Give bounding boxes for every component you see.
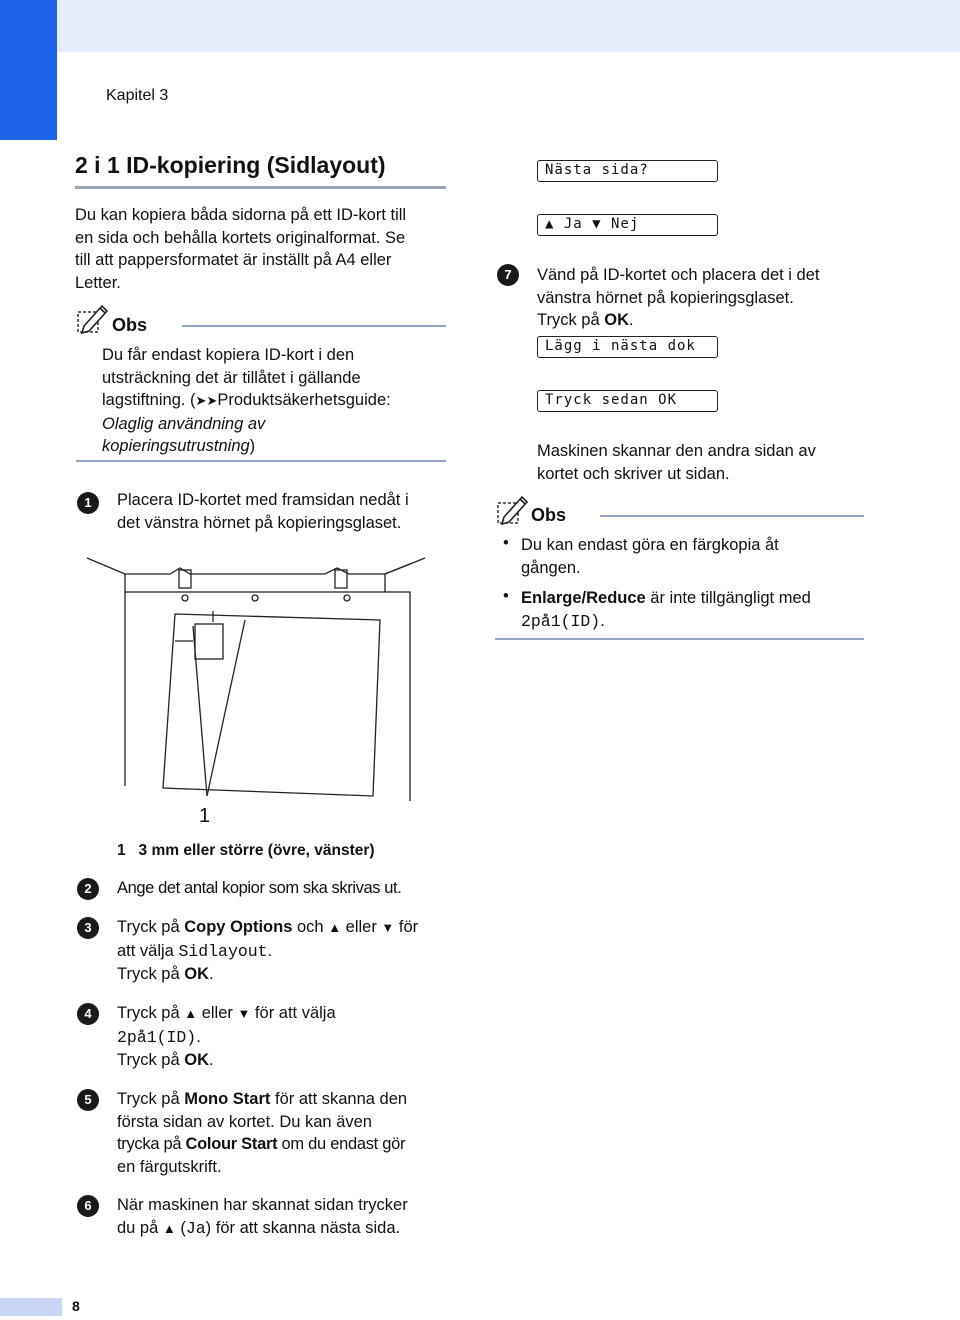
- step-number: 2: [77, 878, 99, 900]
- figure-callout: 1: [199, 805, 211, 827]
- bullet-line: Du kan endast göra en färgkopia åt: [521, 536, 779, 554]
- caption-text: 3 mm eller större (övre, vänster): [138, 842, 375, 859]
- footer-band: [0, 1298, 62, 1316]
- step-text: .: [267, 941, 273, 960]
- button-name: OK: [604, 311, 629, 329]
- step-text: .: [208, 1051, 214, 1069]
- note-line: [102, 435, 391, 458]
- figure-caption: [117, 842, 375, 860]
- intro-line: en sida och behålla kortets originalformat. Se: [75, 228, 406, 247]
- button-name: Copy Options: [184, 918, 293, 936]
- title-underline: [75, 186, 446, 189]
- intro-line: till att pappersformatet är inställt på A4 eller: [75, 251, 392, 269]
- setting-value: 2på1(ID): [117, 1027, 197, 1047]
- note-pencil-icon: [76, 302, 110, 339]
- step-number: 1: [77, 492, 99, 514]
- caption-number: 1: [117, 842, 126, 859]
- step-text: .: [196, 1027, 201, 1046]
- lcd-display: Lägg i nästa dok: [537, 336, 718, 358]
- step-text: för att skanna den: [270, 1090, 408, 1108]
- chapter-tab: [0, 0, 57, 140]
- setting-value: Sidlayout: [178, 941, 268, 961]
- chapter-label: Kapitel 3: [106, 87, 169, 104]
- scan-paragraph: [537, 440, 816, 485]
- step-line: Vänd på ID-kortet och placera det i det: [537, 266, 820, 284]
- lcd-display: Tryck sedan OK: [537, 390, 718, 412]
- note-bottom-rule: [76, 460, 446, 462]
- intro-paragraph: [75, 204, 406, 294]
- step-text: eller: [341, 918, 382, 936]
- step-number: 6: [77, 1195, 99, 1217]
- note-line: utsträckning det är tillåtet i gällande: [102, 368, 361, 387]
- note-rule: [600, 515, 864, 517]
- button-name: OK: [184, 1051, 209, 1069]
- note-rule: [182, 325, 446, 327]
- step-text: Tryck på: [117, 1051, 185, 1069]
- bullet-item: [503, 587, 811, 633]
- down-arrow-icon: ▼: [381, 920, 395, 935]
- step-text: trycka på: [117, 1135, 186, 1153]
- note-title: Obs: [112, 315, 148, 335]
- note-text: lagstiftning. (: [102, 391, 196, 409]
- scanner-glass-diagram: [85, 556, 445, 836]
- note-line: Du får endast kopiera ID-kort i den: [102, 346, 355, 364]
- intro-line: Letter.: [75, 273, 121, 292]
- step-text: (: [175, 1218, 186, 1237]
- reference-arrows-icon: ➤➤: [195, 393, 218, 408]
- note-body: [102, 344, 391, 458]
- step-text: .: [628, 311, 634, 329]
- step-text: Tryck på: [117, 965, 185, 983]
- step-number: 3: [77, 917, 99, 939]
- step-line: vänstra hörnet på kopieringsglaset.: [537, 288, 794, 307]
- step-text: du på: [117, 1218, 163, 1237]
- lcd-display: Nästa sida?: [537, 160, 718, 182]
- button-name: Colour Start: [185, 1135, 278, 1153]
- bullet-dot-icon: •: [503, 534, 509, 552]
- step-number: 7: [497, 264, 519, 286]
- step-7-text: [537, 264, 820, 332]
- step-2-text: [117, 877, 401, 900]
- step-text: och: [292, 918, 329, 936]
- step-1-text: [117, 489, 409, 534]
- note-title: Obs: [531, 505, 567, 525]
- reference-title: Produktsäkerhetsguide:: [217, 391, 391, 409]
- step-3-text: [117, 916, 418, 986]
- step-text: för: [394, 918, 419, 936]
- intro-line: Du kan kopiera båda sidorna på ett ID-kort till: [75, 206, 407, 224]
- reference-italic: Olaglig användning av: [102, 414, 266, 433]
- header-band: [0, 0, 960, 52]
- step-text: Tryck på: [117, 1090, 185, 1108]
- button-name: Mono Start: [184, 1090, 271, 1108]
- step-line: När maskinen har skannat sidan trycker: [117, 1196, 408, 1214]
- setting-value: 2på1(ID): [521, 611, 601, 631]
- step-line: Ange det antal kopior som ska skrivas ut.: [117, 879, 402, 897]
- step-line: en färgutskrift.: [117, 1157, 222, 1176]
- reference-italic: kopieringsutrustning: [102, 437, 250, 455]
- up-arrow-icon: ▲: [328, 920, 342, 935]
- page-number: 8: [72, 1298, 80, 1314]
- lcd-display: ▲ Ja ▼ Nej: [537, 214, 718, 236]
- step-text: för att välja: [250, 1004, 336, 1022]
- step-line: Placera ID-kortet med framsidan nedåt i: [117, 491, 409, 509]
- bullet-dot-icon: •: [503, 587, 509, 605]
- note-bullets: [503, 534, 811, 633]
- body-line: kortet och skriver ut sidan.: [537, 464, 730, 483]
- step-4-text: [117, 1002, 336, 1072]
- section-title: 2 i 1 ID-kopiering (Sidlayout): [75, 152, 386, 178]
- up-arrow-icon: ▲: [184, 1006, 198, 1021]
- down-arrow-icon: ▼: [237, 1006, 251, 1021]
- step-text: Tryck på: [537, 311, 605, 329]
- body-line: Maskinen skannar den andra sidan av: [537, 442, 816, 460]
- button-name: Enlarge/Reduce: [521, 589, 646, 607]
- setting-value: Ja: [185, 1218, 206, 1238]
- step-number: 5: [77, 1089, 99, 1111]
- bullet-line: gången.: [521, 558, 581, 577]
- step-number: 4: [77, 1003, 99, 1025]
- bullet-item: [503, 534, 811, 579]
- step-text: Tryck på: [117, 1004, 185, 1022]
- step-text: ) för att skanna nästa sida.: [205, 1218, 401, 1237]
- step-5-text: [117, 1088, 407, 1178]
- note-text: ): [249, 437, 256, 455]
- step-text: Tryck på: [117, 918, 185, 936]
- note-bottom-rule: [495, 638, 864, 640]
- bullet-text: är inte tillgängligt med: [645, 589, 811, 607]
- up-arrow-icon: ▲: [162, 1220, 176, 1236]
- step-text: .: [208, 965, 214, 983]
- step-text: att välja: [117, 941, 179, 960]
- step-line: första sidan av kortet. Du kan även: [117, 1112, 372, 1131]
- button-name: OK: [184, 965, 209, 983]
- note-pencil-icon: [496, 493, 530, 530]
- step-line: det vänstra hörnet på kopieringsglaset.: [117, 513, 402, 532]
- note-line: [102, 389, 391, 413]
- step-text: eller: [197, 1004, 238, 1022]
- bullet-text: .: [600, 611, 605, 630]
- step-text: om du endast gör: [277, 1135, 406, 1153]
- step-6-text: [117, 1194, 408, 1240]
